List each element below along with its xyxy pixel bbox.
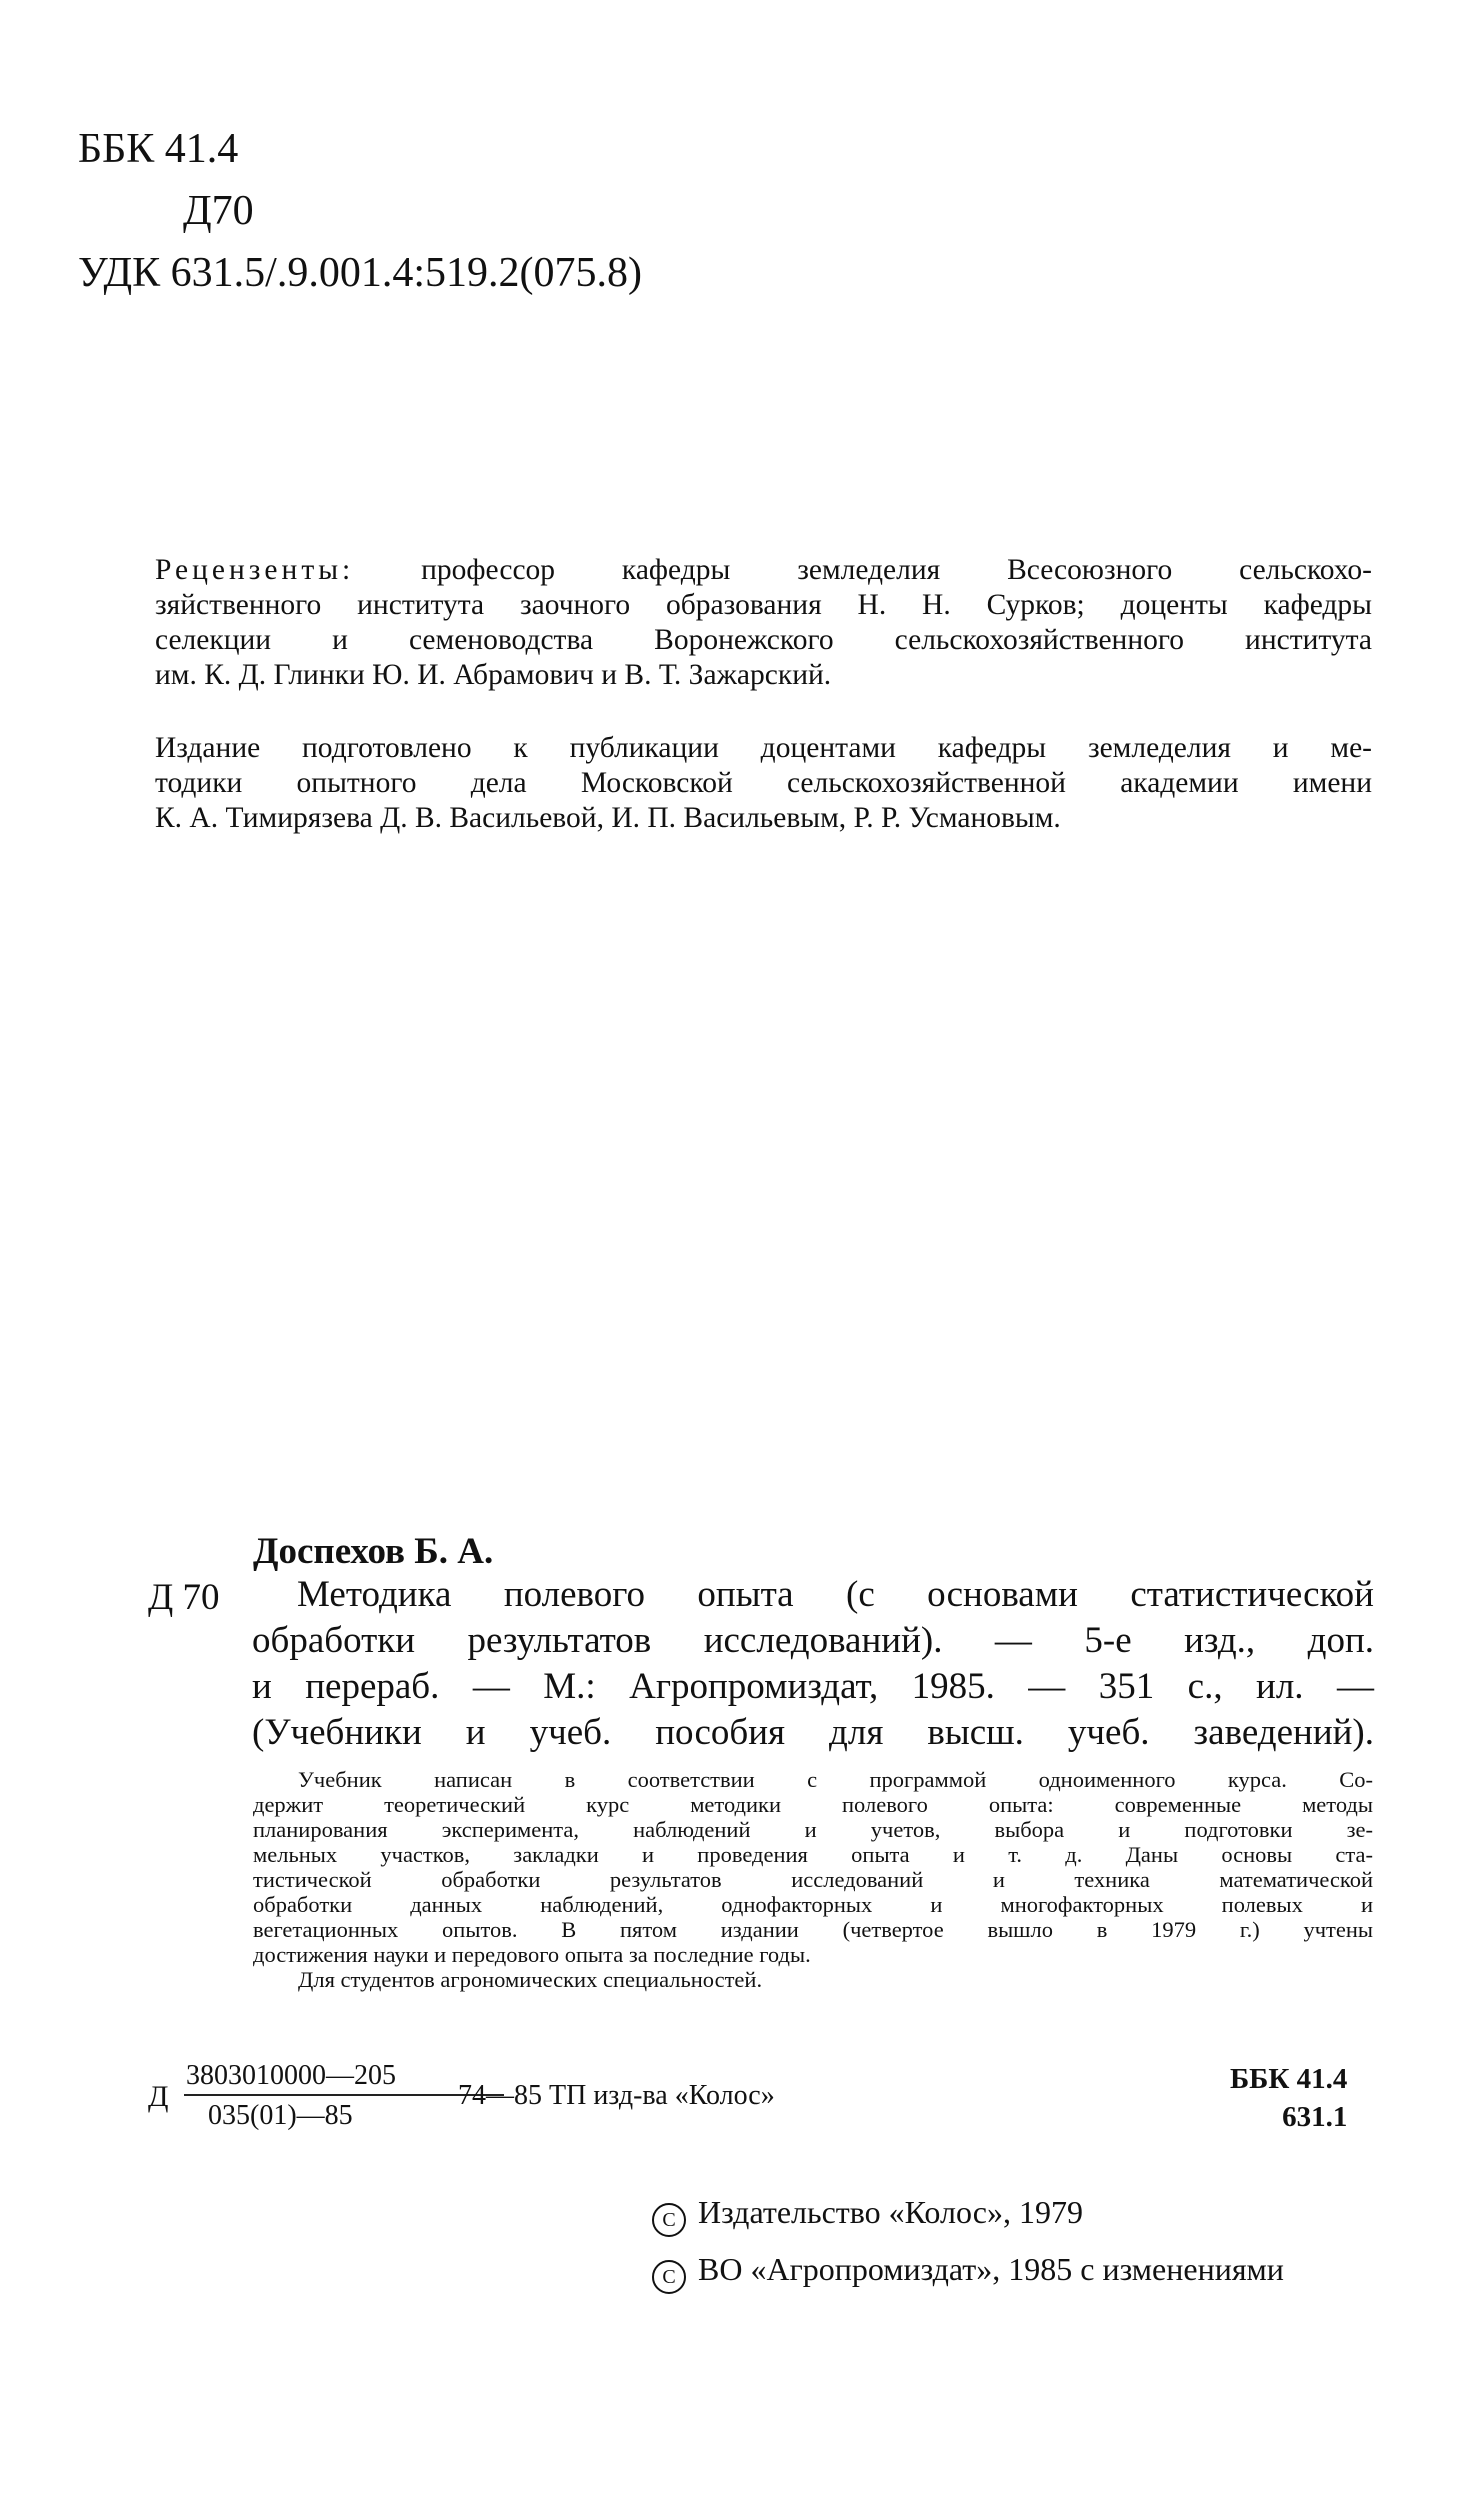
- reviewers-paragraph: [155, 553, 1372, 693]
- catalog-entry-line: обработки результатов исследований). — 5-е изд., доп.: [252, 1620, 1374, 1661]
- abstract-line: достижения науки и передового опыта за последние годы.: [253, 1942, 811, 1967]
- preparation-line: Издание подготовлено к публикации доцентами кафедры земледелия и ме-: [155, 732, 1372, 764]
- reviewers-line: зяйственного института заочного образования Н. Н. Сурков; доценты кафедры: [155, 589, 1372, 621]
- copyright-icon: C: [652, 2203, 686, 2237]
- abstract-audience: Для студентов агрономических специальностей.: [298, 1967, 763, 1992]
- abstract-line: обработки данных наблюдений, однофакторных и многофакторных полевых и: [253, 1892, 1373, 1917]
- abstract-line: вегетационных опытов. В пятом издании (четвертое вышло в 1979 г.) учтены: [253, 1917, 1373, 1942]
- reviewers-line: селекции и семеноводства Воронежского сельскохозяйственного института: [155, 624, 1372, 656]
- reviewers-line: профессор кафедры земледелия Всесоюзного сельскохо-: [421, 554, 1373, 586]
- author-sign: Д70: [183, 188, 254, 234]
- preparation-line: К. А. Тимирязева Д. В. Васильевой, И. П. Васильевым, Р. Р. Усмановым.: [155, 802, 1061, 834]
- catalog-main-entry: [252, 1572, 1374, 1756]
- fraction-denominator: 035(01)—85: [208, 2100, 353, 2131]
- preparation-paragraph: [155, 731, 1372, 836]
- abstract-line: тистической обработки результатов исследований и техника математической: [253, 1867, 1373, 1892]
- reviewers-line: им. К. Д. Глинки Ю. И. Абрамович и В. Т. Зажарский.: [155, 659, 832, 691]
- copyright-line: [652, 2196, 1083, 2237]
- copyright-icon: C: [652, 2260, 686, 2294]
- catalog-abstract: [253, 1767, 1373, 1992]
- copyright-line: [652, 2253, 1284, 2294]
- bbk-classification: ББК 41.4: [78, 126, 239, 172]
- bbk-bottom-line: 631.1: [1282, 2101, 1348, 2133]
- abstract-line: Учебник написан в соответствии с программой одноименного курса. Со-: [298, 1767, 1373, 1792]
- catalog-code: Д 70: [148, 1577, 220, 1618]
- bbk-bottom: [1230, 2060, 1347, 2136]
- udk-classification: УДК 631.5/.9.001.4:519.2(075.8): [78, 250, 642, 296]
- bbk-bottom-line: ББК 41.4: [1230, 2063, 1348, 2095]
- catalog-entry-line: Методика полевого опыта (с основами статистической: [297, 1574, 1374, 1615]
- preparation-line: тодики опытного дела Московской сельскохозяйственной академии имени: [155, 767, 1372, 799]
- fraction-prefix: Д: [148, 2080, 169, 2113]
- fraction-bar: [184, 2094, 504, 2096]
- catalog-entry-line: и перераб. — М.: Агропромиздат, 1985. — 351 с., ил. —: [252, 1666, 1374, 1707]
- copyright-text: ВО «Агропромиздат», 1985 с изменениями: [698, 2251, 1284, 2287]
- fraction-suffix: 74—85 ТП изд-ва «Колос»: [458, 2080, 775, 2111]
- copyright-text: Издательство «Колос», 1979: [698, 2194, 1083, 2230]
- abstract-line: мельных участков, закладки и проведения опыта и т. д. Даны основы ста-: [253, 1842, 1373, 1867]
- fraction-numerator: 3803010000—205: [186, 2060, 396, 2091]
- catalog-author: Доспехов Б. А.: [253, 1531, 494, 1572]
- abstract-line: держит теоретический курс методики полевого опыта: современные методы: [253, 1792, 1373, 1817]
- catalog-entry-line: (Учебники и учеб. пособия для высш. учеб. заведений).: [252, 1712, 1374, 1753]
- reviewers-label: Рецензенты:: [155, 554, 355, 586]
- abstract-line: планирования эксперимента, наблюдений и учетов, выбора и подготовки зе-: [253, 1817, 1373, 1842]
